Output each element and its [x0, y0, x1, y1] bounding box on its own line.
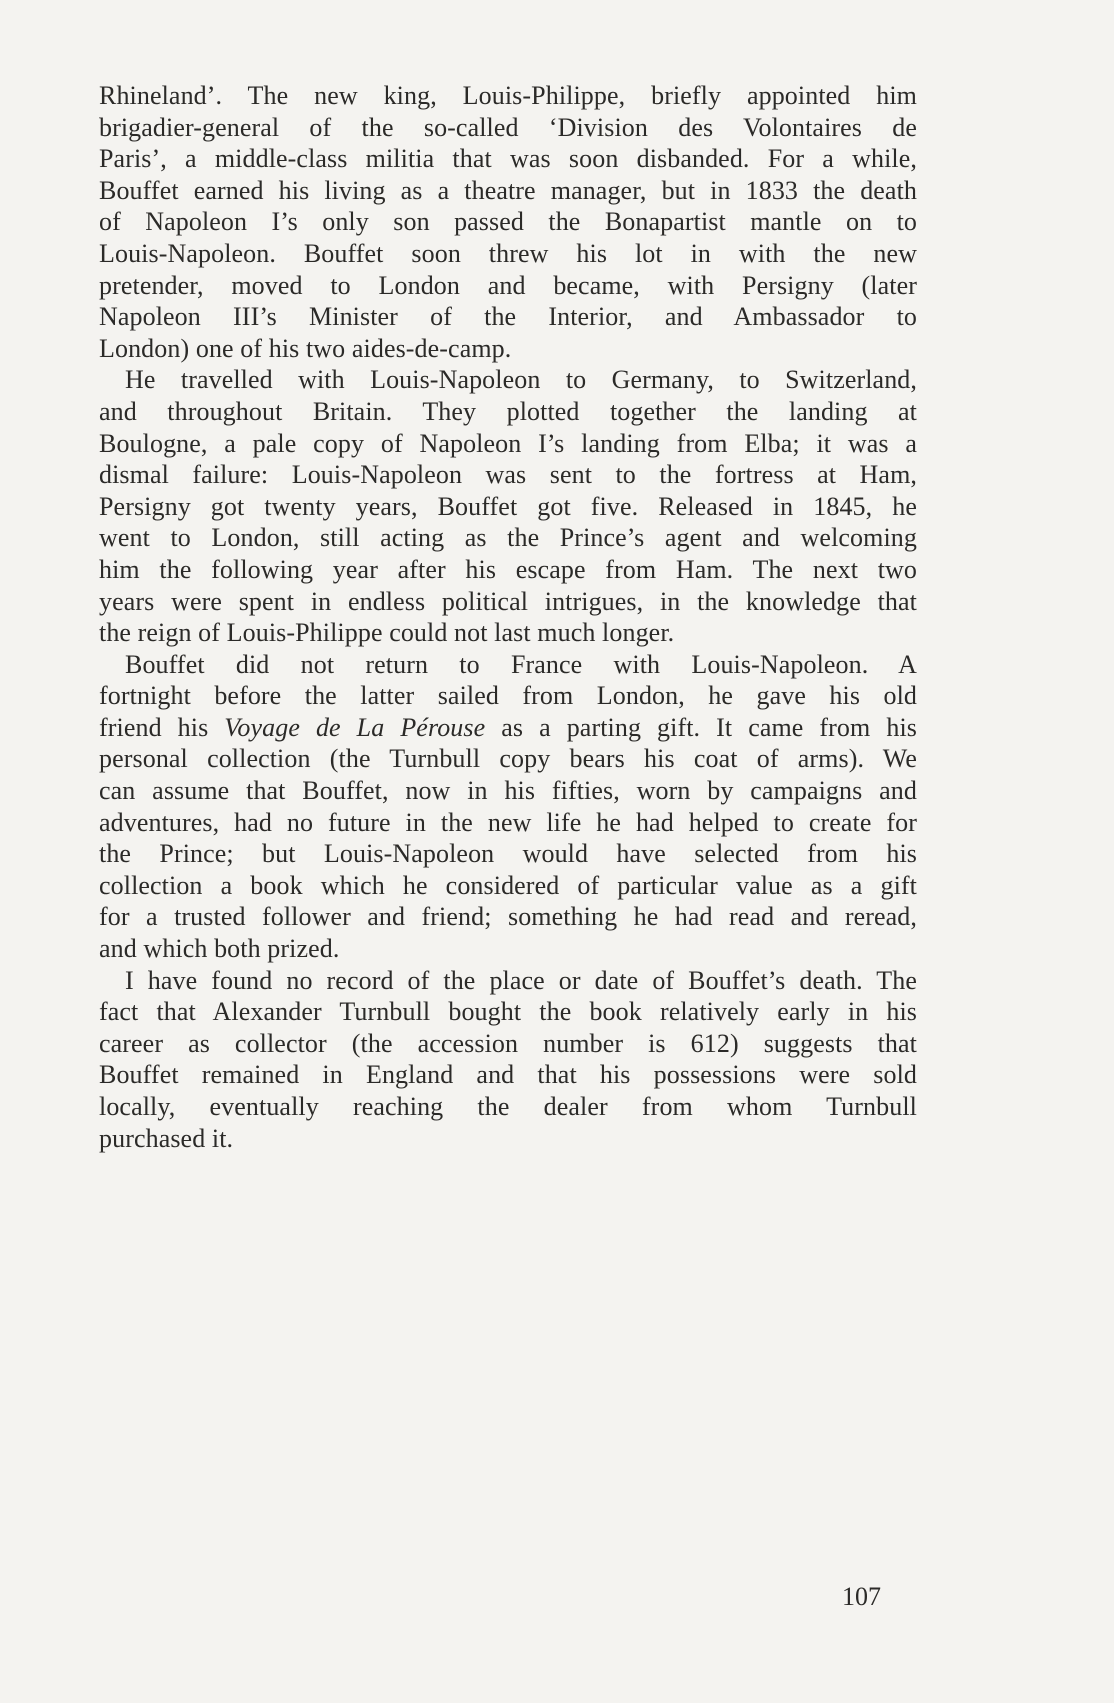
text-line: brigadier-general of the so-called ‘Division des Volontaires de [99, 112, 917, 142]
text-line: dismal failure: Louis-Napoleon was sent to the fortress at Ham, [99, 460, 917, 490]
text-line: the reign of Louis-Philippe could not last much longer. [99, 618, 675, 648]
text-line: locally, eventually reaching the dealer from whom Turnbull [99, 1092, 917, 1121]
body-text [99, 80, 917, 1154]
text-line: purchased it. [99, 1123, 234, 1153]
text-line: went to London, still acting as the Prince’s agent and welcoming [99, 523, 917, 553]
text-fragment: as a parting gift. It came from his [485, 712, 917, 742]
text-line: can assume that Bouffet, now in his fifties, worn by campaigns and [99, 776, 917, 806]
text-line: him the following year after his escape from Ham. The next two [99, 554, 917, 584]
text-line: the Prince; but Louis-Napoleon would have selected from his [99, 839, 917, 869]
text-line: pretender, moved to London and became, with Persigny (later [99, 270, 917, 300]
text-line: I have found no record of the place or date of Bouffet’s death. The [125, 965, 917, 995]
text-line: adventures, had no future in the new life he had helped to create for [99, 807, 917, 837]
text-line: Bouffet did not return to France with Louis-Napoleon. A [125, 649, 917, 679]
text-line: Bouffet remained in England and that his possessions were sold [99, 1060, 917, 1090]
text-line [99, 712, 917, 744]
text-line: for a trusted follower and friend; something he had read and reread, [99, 902, 917, 932]
paragraph [99, 649, 917, 965]
text-line: personal collection (the Turnbull copy bears his coat of arms). We [99, 744, 917, 774]
text-line: Rhineland’. The new king, Louis-Philippe, briefly appointed him [99, 81, 917, 110]
text-line: collection a book which he considered of particular value as a gift [99, 870, 917, 900]
paragraph [99, 965, 917, 1155]
text-line: years were spent in endless political intrigues, in the knowledge that [99, 586, 917, 616]
text-line: Boulogne, a pale copy of Napoleon I’s landing from Elba; it was a [99, 428, 917, 458]
book-title: Voyage de La Pérouse [224, 712, 486, 742]
text-line: and throughout Britain. They plotted together the landing at [99, 396, 917, 426]
paragraph [99, 80, 917, 364]
text-line: Paris’, a middle-class militia that was soon disbanded. For a while, [99, 144, 917, 174]
text-line: and which both prized. [99, 934, 340, 964]
paragraph [99, 364, 917, 648]
text-line: He travelled with Louis-Napoleon to Germany, to Switzerland, [125, 365, 917, 395]
text-line: career as collector (the accession number is 612) suggests that [99, 1028, 917, 1058]
text-line: of Napoleon I’s only son passed the Bonapartist mantle on to [99, 207, 917, 237]
text-line: Napoleon III’s Minister of the Interior, and Ambassador to [99, 302, 917, 332]
text-line: London) one of his two aides-de-camp. [99, 333, 512, 363]
page-number: 107 [842, 1582, 881, 1611]
text-line: Persigny got twenty years, Bouffet got five. Released in 1845, he [99, 491, 917, 521]
text-line: Louis-Napoleon. Bouffet soon threw his lot in with the new [99, 238, 917, 268]
text-line: fortnight before the latter sailed from London, he gave his old [99, 681, 917, 711]
text-line: Bouffet earned his living as a theatre manager, but in 1833 the death [99, 175, 917, 205]
text-line: fact that Alexander Turnbull bought the book relatively early in his [99, 997, 917, 1027]
text-fragment: friend his [99, 712, 225, 742]
